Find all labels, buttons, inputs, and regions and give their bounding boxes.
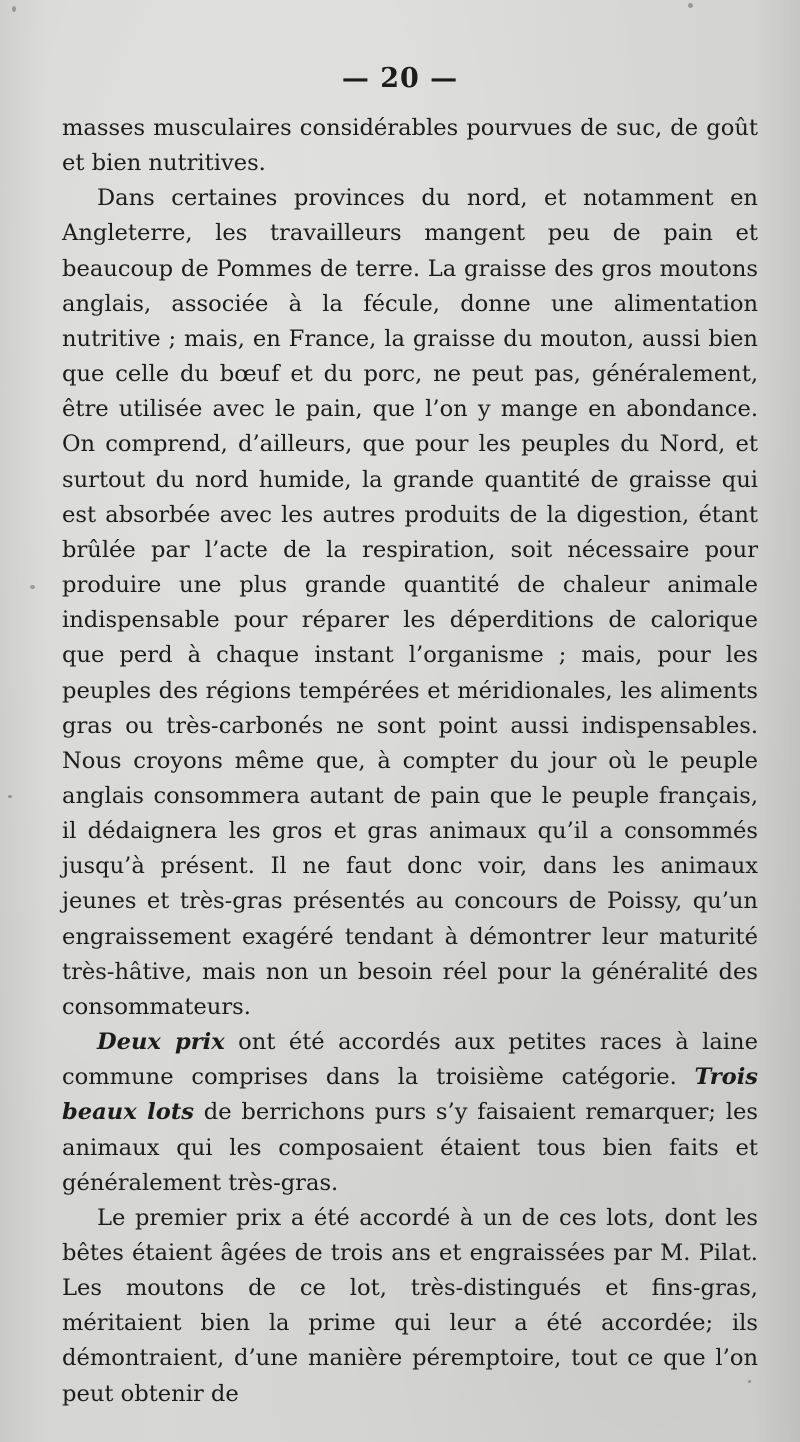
emphasis-deux-prix: Deux prix [97, 1029, 225, 1056]
paper-speck [30, 585, 35, 589]
body-text [62, 111, 758, 1412]
paragraph-4-text: Le premier prix a été accordé à un de ces lots, dont les bêtes étaient âgées de trois ans et engraissées par M. Pilat. Les moutons de ce lot, très-distingués et fins-gras, méritaient bien la prime qui leur a été accordée; ils démontraient, d’une manière péremptoire, tout ce que l’on peut obtenir de [62, 1204, 758, 1407]
paper-speck [12, 6, 16, 12]
page-number: — 20 — [341, 63, 459, 94]
paragraph-2-text: Dans certaines provinces du nord, et notamment en Angleterre, les travailleurs mangent peu de pain et beaucoup de Pommes de terre. La graisse des gros moutons anglais, associée à la fécule, donne une alimentation nutritive ; mais, en France, la graisse du mouton, aussi bien que celle du bœuf et du porc, ne peut pas, généralement, être utilisée avec le pain, que l’on y mange en abondance. On comprend, d’ailleurs, que pour les peuples du Nord, et surtout du nord humide, la grande quantité de graisse qui est absorbée avec les autres produits de la digestion, étant brûlée par l’acte de la respiration, soit nécessaire pour produire une plus grande quantité de chaleur animale indispensable pour réparer les déperditions de calorique que perd à chaque instant l’organisme ; mais, pour les peuples des régions tempérées et méridionales, les aliments gras ou très-carbonés ne sont point aussi indispensables. Nous croyons même que, à compter du jour où le peuple anglais consommera autant de pain que le peuple français, il dédaignera les gros et gras animaux qu’il a consommés jusqu’à présent. Il ne faut donc voir, dans les animaux jeunes et très-gras présentés au concours de Poissy, qu’un engraissement exagéré tendant à démontrer leur maturité très-hâtive, mais non un besoin réel pour la généralité des consommateurs. [62, 185, 758, 1020]
paragraph-1-text: masses musculaires considérables pourvues de suc, de goût et bien nutritives. [62, 115, 758, 177]
paragraph-3-text-b: de berrichons purs s’y faisaient remarquer; les animaux qui les composaient étaient tous bien faits et généralement très-gras. [62, 1099, 758, 1196]
emphasis-trois-beaux-lots: Trois beaux lots [62, 1064, 758, 1126]
paper-speck [688, 3, 693, 8]
paragraph-1 [62, 111, 758, 181]
paper-speck [8, 795, 12, 798]
paragraph-2 [62, 181, 758, 1025]
paragraph-4 [62, 1201, 758, 1412]
paragraph-3-text-a: ont été accordés aux petites races à laine commune comprises dans la troisième catégorie. [62, 1029, 758, 1091]
paragraph-3 [62, 1025, 758, 1201]
paper-speck [748, 1380, 751, 1383]
